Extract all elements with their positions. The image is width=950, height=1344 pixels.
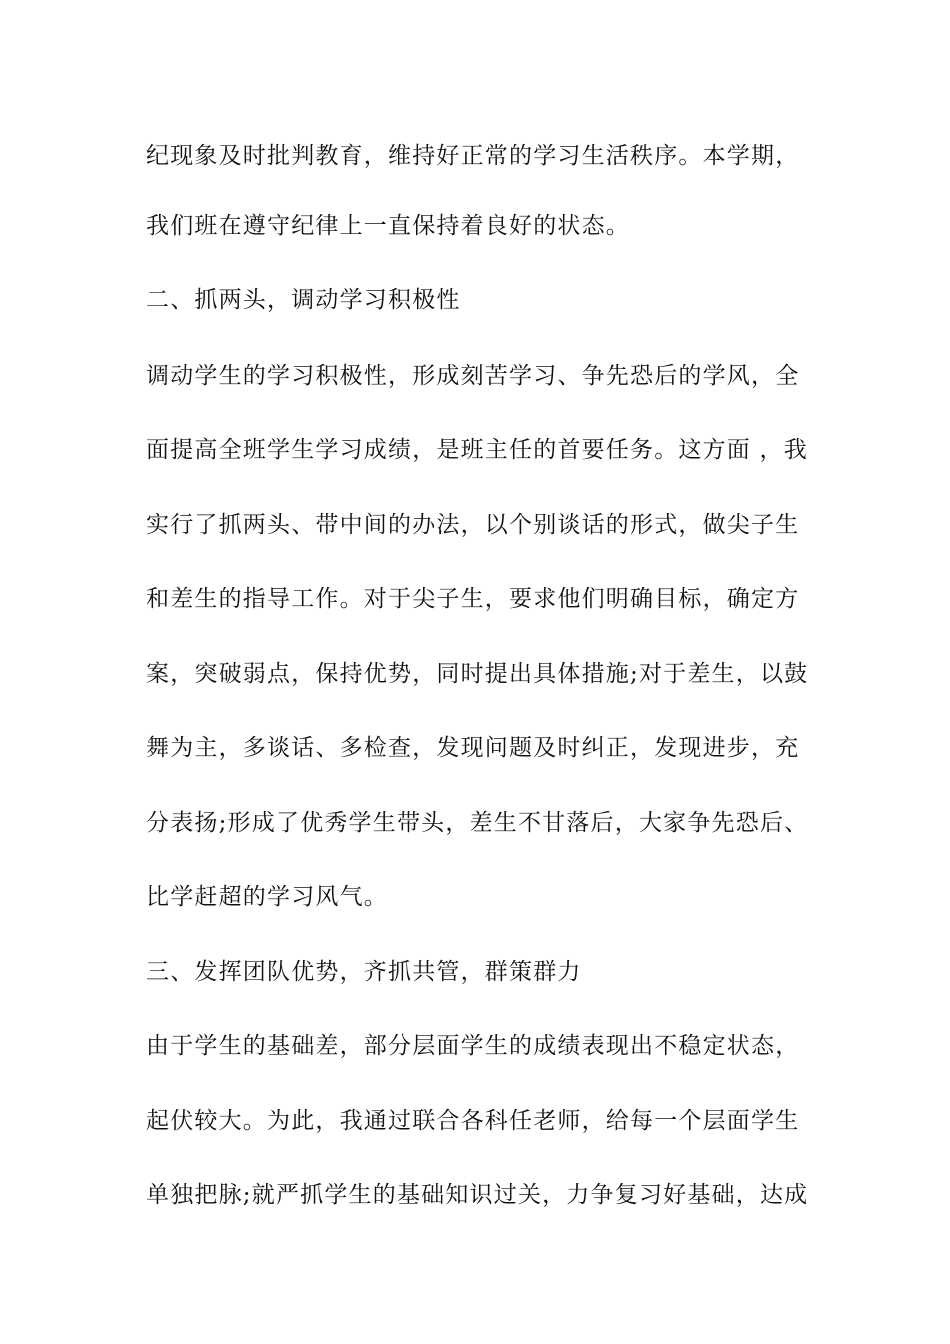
paragraph-line: 比学赶超的学习风气。 [146, 884, 388, 910]
paragraph-line: 面提高全班学生学习成绩，是班主任的首要任务。这方面 ，我 [146, 437, 808, 463]
paragraph-line: 纪现象及时批判教育，维持好正常的学习生活秩序。本学期， [146, 143, 800, 169]
section-heading: 三、发挥团队优势，齐抓共管，群策群力 [146, 959, 582, 985]
paragraph-line: 案，突破弱点，保持优势，同时提出具体措施;对于差生，以鼓 [146, 661, 809, 687]
paragraph-line: 舞为主，多谈话、多检查，发现问题及时纠正，发现进步，充 [146, 735, 800, 761]
paragraph-line: 由于学生的基础差，部分层面学生的成绩表现出不稳定状态， [146, 1033, 800, 1059]
paragraph-line: 我们班在遵守纪律上一直保持着良好的状态。 [146, 213, 630, 239]
paragraph-line: 起伏较大。为此，我通过联合各科任老师，给每一个层面学生 [146, 1108, 800, 1134]
paragraph-line: 分表扬;形成了优秀学生带头，差生不甘落后，大家争先恐后、 [146, 810, 809, 836]
paragraph-line: 和差生的指导工作。对于尖子生，要求他们明确目标，确定方 [146, 586, 800, 612]
paragraph-line: 调动学生的学习积极性，形成刻苦学习、争先恐后的学风，全 [146, 363, 800, 389]
section-heading: 二、抓两头，调动学习积极性 [146, 287, 461, 313]
paragraph-line: 单独把脉;就严抓学生的基础知识过关，力争复习好基础，达成 [146, 1182, 809, 1208]
paragraph-line: 实行了抓两头、带中间的办法，以个别谈话的形式，做尖子生 [146, 512, 800, 538]
